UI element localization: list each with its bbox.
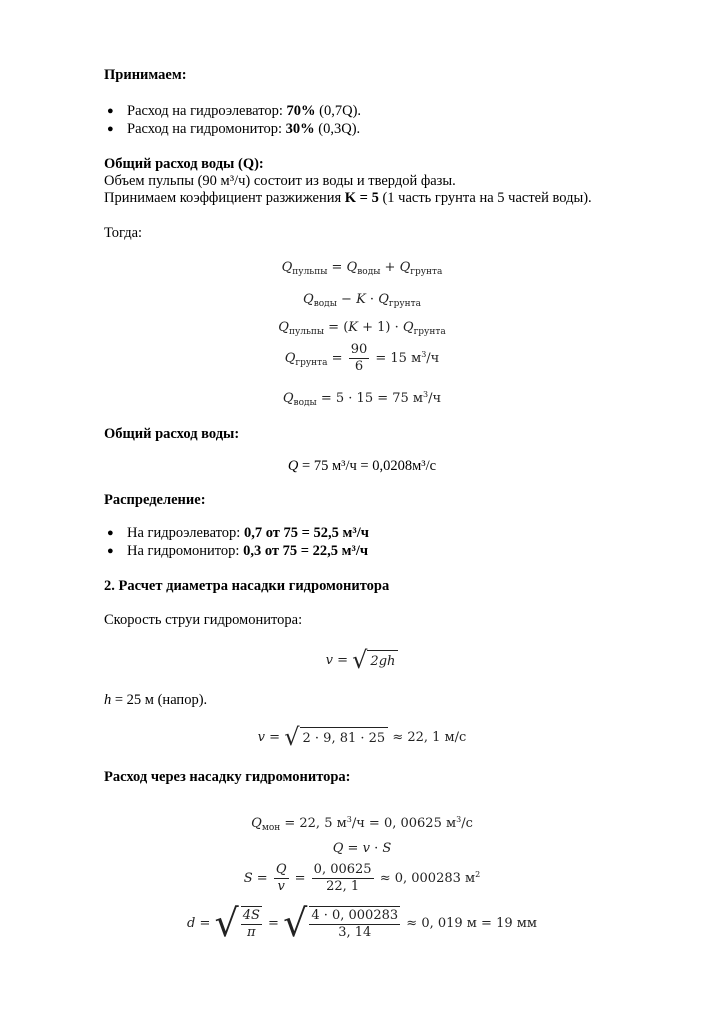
formula-q-mon: $Q_{мон} = 22$, 5 $м^3/ч = 0$, 00625 $м^3/с$ xyxy=(251,815,473,833)
list-item: ● На гидроэлеватор: 0,7 от 75 = 52,5 м³/ч xyxy=(107,525,369,541)
formula-v-sqrt: v = √ 2gh xyxy=(0,650,724,671)
jet-speed-text: Скорость струи гидромонитора: xyxy=(104,612,303,628)
total-flow-formula: Q = 75 м³/ч = 0,0208м³/с xyxy=(287,458,437,474)
list-item: ● На гидромонитор: 0,3 от 75 = 22,5 м³/ч xyxy=(107,543,369,559)
section-2-heading: 2. Расчет диаметра насадки гидромонитора xyxy=(104,578,390,594)
sqrt: √ $\frac{4S}{\pi}$ xyxy=(214,901,260,945)
accept-heading: Принимаем: xyxy=(104,67,187,83)
formula-diameter: d = √ $\frac{4S}{\pi}$ = √ $\frac{4 \cdot 0, 000283}{3, 14}$ ≈ 0, 019 м = 19 мм xyxy=(187,901,537,945)
bullet-icon: ● xyxy=(107,105,114,117)
formula-area: S = $\frac{Q}{v}$ = $\frac{0, 00625}{22, 1}$ ≈ 0, 000283 $м^2$ xyxy=(243,862,481,894)
head-text: h = 25 м (напор). xyxy=(104,692,208,708)
distribution-heading: Распределение: xyxy=(104,492,206,508)
sqrt: √ $\frac{4 \cdot 0, 000283}{3, 14}$ xyxy=(283,901,399,945)
formula-v-calc: v = √ 2 · 9, 81 · 25 ≈ 22, 1 м/с xyxy=(257,723,467,751)
list-item: ● Расход на гидроэлеватор: 70% (0,7Q). xyxy=(107,103,362,119)
then-text: Тогда: xyxy=(104,225,143,241)
fraction: $\frac{4S}{\pi}$ xyxy=(242,908,260,940)
fraction: $\frac{4 \cdot 0, 000283}{3, 14}$ xyxy=(311,908,399,940)
formula-water-flow: $Q_{воды} = 5 \cdot 15 = 75$ $м^3/ч$ xyxy=(282,390,442,408)
bullet-icon: ● xyxy=(107,123,114,135)
fraction: $\frac{90}{6}$ xyxy=(350,342,368,374)
sqrt: √ 2gh xyxy=(352,650,398,671)
formula-pulp-k1: $Q_{пульпы} = (K + 1) \cdot Q_{грунта}$ xyxy=(278,320,446,337)
formula-soil-flow: $Q_{грунта}$ = $\frac{90}{6}$ = 15 $м^3/ч$ xyxy=(284,342,440,374)
dilution-text: Принимаем коэффициент разжижения K = 5 (1 часть грунта на 5 частей воды). xyxy=(104,190,592,206)
pulp-volume-text: Объем пульпы (90 м³/ч) состоит из воды и твердой фазы. xyxy=(104,173,456,189)
bullet-icon: ● xyxy=(107,545,114,557)
list-item: ● Расход на гидромонитор: 30% (0,3Q). xyxy=(107,121,361,137)
formula-q-vs: Q = v · S xyxy=(332,841,392,856)
formula-water-k: $Q_{воды} - K \cdot Q_{грунта}$ xyxy=(303,292,421,309)
formula-pulp-sum: $Q_{пульпы} = Q_{воды} + Q_{грунта}$ xyxy=(281,260,443,277)
fraction: $\frac{0, 00625}{22, 1}$ xyxy=(313,862,372,894)
fraction: $\frac{Q}{v}$ xyxy=(275,862,287,894)
total-water-heading: Общий расход воды (Q): xyxy=(104,156,264,172)
total-flow-heading: Общий расход воды: xyxy=(104,426,240,442)
bullet-icon: ● xyxy=(107,527,114,539)
sqrt: √ 2 · 9, 81 · 25 xyxy=(284,727,388,748)
nozzle-flow-heading: Расход через насадку гидромонитора: xyxy=(104,769,351,785)
